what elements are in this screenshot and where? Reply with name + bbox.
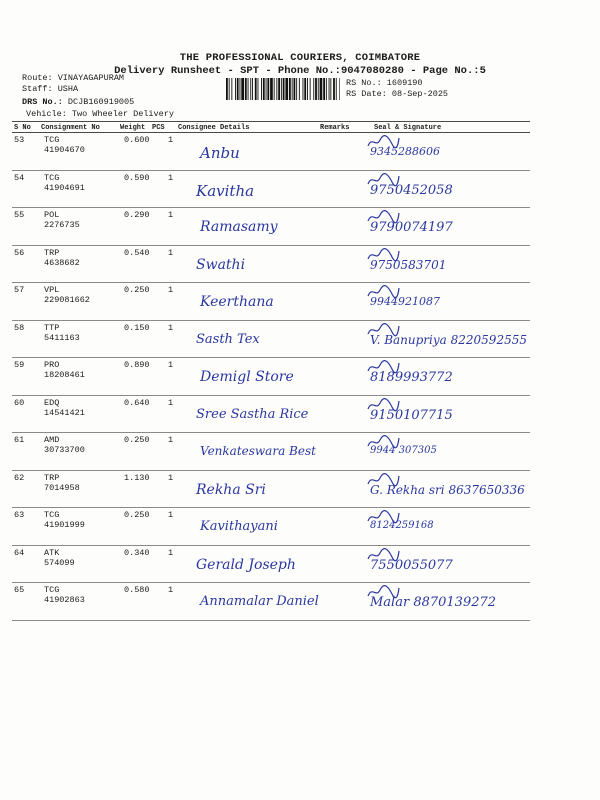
col-pcs: PCS bbox=[152, 124, 165, 132]
signature-handwriting: 9750452058 bbox=[370, 182, 453, 198]
row-divider bbox=[12, 582, 530, 583]
row-weight: 0.150 bbox=[124, 322, 150, 333]
row-divider bbox=[12, 282, 530, 283]
col-seal: Seal & Signature bbox=[374, 124, 442, 132]
drs-number bbox=[22, 97, 134, 107]
row-consignment: EDQ 14541421 bbox=[44, 397, 85, 418]
route-label: Route: VINAYAGAPURAM bbox=[22, 73, 125, 83]
vehicle-label: Vehicle: Two Wheeler Delivery bbox=[26, 109, 174, 119]
row-weight: 0.540 bbox=[124, 247, 150, 258]
row-pcs: 1 bbox=[168, 585, 174, 595]
row-sno: 56 bbox=[14, 247, 25, 258]
row-divider bbox=[12, 170, 530, 171]
consignee-handwriting: Sree Sastha Rice bbox=[196, 406, 309, 422]
row-weight: 0.250 bbox=[124, 510, 150, 520]
row-divider bbox=[12, 207, 530, 208]
row-pcs: 1 bbox=[168, 285, 174, 295]
row-consignment: POL 2276735 bbox=[44, 210, 80, 230]
row-sno: 63 bbox=[14, 510, 25, 520]
barcode bbox=[226, 78, 340, 100]
consignee-handwriting: Annamalar Daniel bbox=[200, 594, 319, 609]
staff-label: Staff: USHA bbox=[22, 84, 79, 94]
row-weight: 0.640 bbox=[124, 397, 150, 408]
row-divider bbox=[12, 545, 530, 546]
row-pcs: 1 bbox=[168, 472, 174, 483]
row-weight: 0.590 bbox=[124, 172, 150, 183]
consignee-handwriting: Demigl Store bbox=[200, 369, 294, 385]
signature-handwriting: 7550055077 bbox=[370, 557, 453, 573]
signature-handwriting: Malar 8870139272 bbox=[370, 595, 497, 610]
signature-scribble bbox=[366, 134, 400, 150]
col-consignment: Consignment No bbox=[41, 124, 100, 132]
consignee-handwriting: Rekha Sri bbox=[196, 481, 266, 498]
col-weight: Weight bbox=[120, 124, 146, 132]
signature-scribble bbox=[366, 472, 400, 488]
row-pcs: 1 bbox=[168, 322, 174, 333]
row-sno: 58 bbox=[14, 322, 25, 333]
row-pcs: 1 bbox=[168, 135, 174, 145]
signature-scribble bbox=[366, 547, 400, 563]
drs-label: DRS No.: bbox=[22, 97, 63, 107]
signature-handwriting: V. Banupriya 8220592555 bbox=[370, 332, 527, 347]
row-divider bbox=[12, 507, 530, 508]
signature-scribble bbox=[366, 209, 400, 225]
signature-handwriting: 9345288606 bbox=[370, 145, 440, 158]
consignee-handwriting: Gerald Joseph bbox=[196, 556, 296, 573]
col-consignee: Consignee Details bbox=[178, 124, 250, 132]
signature-handwriting: G. Rekha sri 8637650336 bbox=[370, 482, 525, 497]
signature-scribble bbox=[366, 397, 400, 413]
row-pcs: 1 bbox=[168, 435, 174, 445]
signature-scribble bbox=[366, 584, 400, 600]
signature-scribble bbox=[366, 284, 400, 300]
consignee-handwriting: Venkateswara Best bbox=[200, 444, 316, 458]
row-sno: 65 bbox=[14, 585, 25, 595]
row-weight: 0.600 bbox=[124, 135, 150, 145]
signature-scribble bbox=[366, 247, 400, 263]
row-sno: 64 bbox=[14, 547, 25, 558]
row-weight: 0.340 bbox=[124, 547, 150, 558]
row-sno: 62 bbox=[14, 472, 25, 483]
signature-handwriting: 9790074197 bbox=[370, 220, 453, 235]
row-divider bbox=[12, 245, 530, 246]
header-top-rule bbox=[12, 121, 530, 122]
row-consignment: VPL 229081662 bbox=[44, 285, 90, 305]
row-sno: 54 bbox=[14, 172, 25, 183]
row-sno: 61 bbox=[14, 435, 25, 445]
signature-scribble bbox=[366, 434, 400, 450]
row-consignment: ATK 574099 bbox=[44, 547, 75, 568]
signature-scribble bbox=[366, 509, 400, 525]
signature-handwriting: 8189993772 bbox=[370, 370, 453, 385]
row-weight: 0.890 bbox=[124, 360, 150, 370]
row-weight: 0.250 bbox=[124, 435, 150, 445]
row-pcs: 1 bbox=[168, 360, 174, 370]
row-sno: 59 bbox=[14, 360, 25, 370]
signature-scribble bbox=[366, 359, 400, 375]
row-consignment: TCG 41902863 bbox=[44, 585, 85, 605]
consignee-handwriting: Sasth Tex bbox=[196, 331, 260, 347]
consignee-handwriting: Kavitha bbox=[196, 181, 255, 200]
row-weight: 0.290 bbox=[124, 210, 150, 220]
document-title: THE PROFESSIONAL COURIERS, COIMBATORE bbox=[179, 52, 421, 64]
row-pcs: 1 bbox=[168, 210, 174, 220]
consignee-handwriting: Kavithayani bbox=[200, 519, 278, 534]
signature-handwriting: 9944921087 bbox=[370, 295, 440, 308]
signature-handwriting: 9150107715 bbox=[370, 407, 453, 423]
row-consignment: TCG 41904670 bbox=[44, 135, 85, 155]
document-subtitle: Delivery Runsheet - SPT - Phone No.:9047080280 - Page No.:5 bbox=[114, 65, 486, 77]
row-pcs: 1 bbox=[168, 547, 174, 558]
row-divider bbox=[12, 620, 530, 621]
row-weight: 1.130 bbox=[124, 472, 150, 483]
consignee-handwriting: Keerthana bbox=[200, 294, 274, 310]
col-sno: S No bbox=[14, 124, 31, 132]
header-bottom-rule bbox=[12, 132, 530, 133]
row-sno: 57 bbox=[14, 285, 25, 295]
col-remarks: Remarks bbox=[320, 124, 350, 132]
row-divider bbox=[12, 432, 530, 433]
row-sno: 60 bbox=[14, 397, 25, 408]
row-consignment: TCG 41904691 bbox=[44, 172, 85, 193]
row-divider bbox=[12, 395, 530, 396]
row-sno: 53 bbox=[14, 135, 25, 145]
row-weight: 0.250 bbox=[124, 285, 150, 295]
row-divider bbox=[12, 357, 530, 358]
row-pcs: 1 bbox=[168, 510, 174, 520]
signature-scribble bbox=[366, 172, 400, 188]
signature-handwriting: 9944 307305 bbox=[370, 445, 437, 456]
signature-handwriting: 9750583701 bbox=[370, 257, 447, 272]
row-pcs: 1 bbox=[168, 172, 174, 183]
consignee-handwriting: Ramasamy bbox=[200, 219, 278, 235]
signature-handwriting: 8124259168 bbox=[370, 520, 434, 531]
signature-scribble bbox=[366, 322, 400, 338]
consignee-handwriting: Anbu bbox=[200, 144, 240, 162]
row-pcs: 1 bbox=[168, 247, 174, 258]
row-consignment: PRO 18208461 bbox=[44, 360, 85, 380]
rs-number: RS No.: 1609190 bbox=[346, 78, 423, 88]
row-pcs: 1 bbox=[168, 397, 174, 408]
row-consignment: AMD 30733700 bbox=[44, 435, 85, 455]
row-divider bbox=[12, 320, 530, 321]
row-consignment: TTP 5411163 bbox=[44, 322, 80, 343]
row-consignment: TRP 7014958 bbox=[44, 472, 80, 493]
drs-value: DCJB160919005 bbox=[67, 97, 135, 107]
row-consignment: TCG 41901999 bbox=[44, 510, 85, 530]
consignee-handwriting: Swathi bbox=[196, 256, 246, 273]
row-sno: 55 bbox=[14, 210, 25, 220]
row-consignment: TRP 4638682 bbox=[44, 247, 80, 268]
row-divider bbox=[12, 470, 530, 471]
row-weight: 0.580 bbox=[124, 585, 150, 595]
rs-date: RS Date: 08-Sep-2025 bbox=[346, 89, 449, 99]
